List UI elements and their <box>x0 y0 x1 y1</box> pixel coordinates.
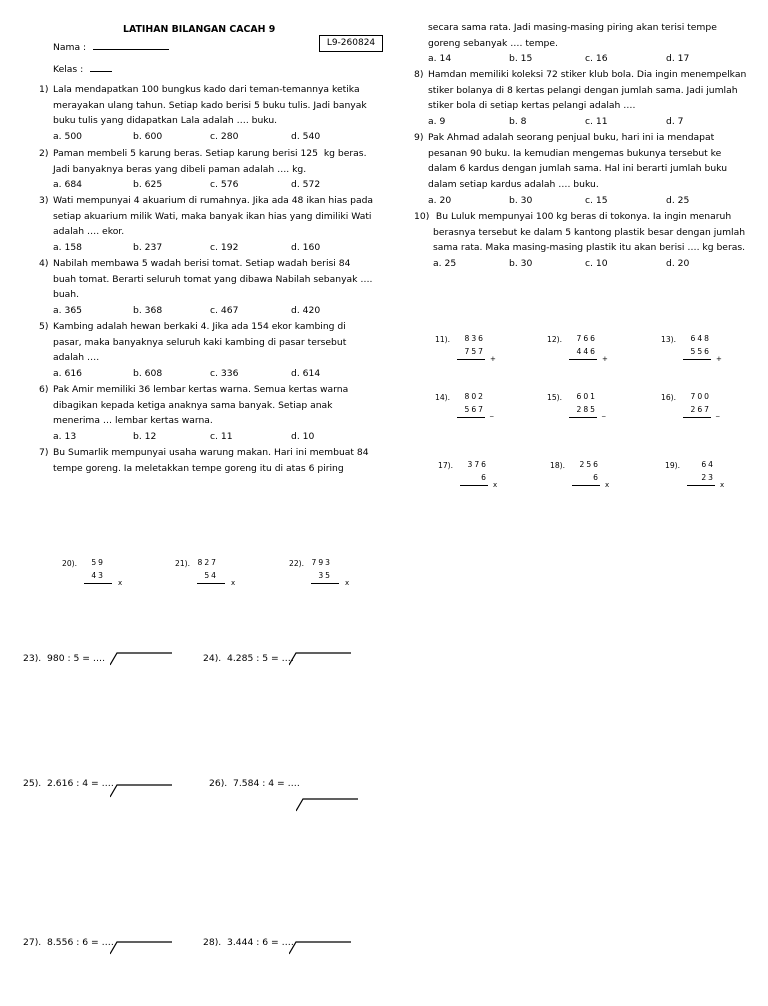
second-operand: 556 <box>690 347 711 356</box>
column-problem-13 <box>661 333 756 373</box>
first-operand: 601 <box>576 392 597 401</box>
second-operand: 6 <box>481 473 488 482</box>
answer-option-d[interactable]: d. 160 <box>291 242 321 254</box>
answer-option-b[interactable]: b. 368 <box>133 305 163 317</box>
first-operand: 827 <box>197 558 218 567</box>
problem-label: 14). <box>435 393 451 402</box>
operator-sign: x <box>118 579 123 587</box>
column-problem-11 <box>435 333 530 373</box>
question-text-line: Paman membeli 5 karung beras. Setiap karung berisi 125 kg beras. <box>53 148 367 159</box>
problem-label: 19). <box>665 461 681 470</box>
division-problem-24: 24). 4.285 : 5 = …. <box>203 653 294 664</box>
question-number: 7) <box>39 447 49 458</box>
question-text-line: goreng sebanyak …. tempe. <box>428 37 558 49</box>
problem-label: 13). <box>661 335 677 344</box>
problem-label: 22). <box>289 559 305 568</box>
question-text-line: dalam setiap kardus adalah …. buku. <box>428 179 599 191</box>
answer-option-b[interactable]: b. 625 <box>133 179 163 191</box>
name-label: Nama : <box>53 42 87 53</box>
answer-option-b[interactable]: b. 600 <box>133 131 163 143</box>
long-division-bracket[interactable] <box>110 784 182 801</box>
answer-underline[interactable] <box>683 359 711 360</box>
question-text-line: Pak Amir memiliki 36 lembar kertas warna. Semua kertas warna <box>53 384 349 395</box>
second-operand: 267 <box>690 405 711 414</box>
column-problem-15 <box>547 391 642 431</box>
operator-sign: + <box>602 355 608 363</box>
answer-option-d[interactable]: d. 10 <box>291 431 315 443</box>
answer-option-b[interactable]: b. 608 <box>133 368 163 380</box>
second-operand: 757 <box>464 347 485 356</box>
operator-sign: + <box>490 355 496 363</box>
question-number: 8) <box>414 69 424 80</box>
division-problem-26: 26). 7.584 : 4 = …. <box>209 778 300 789</box>
answer-option-c[interactable]: c. 280 <box>210 131 239 143</box>
division-problem-28: 28). 3.444 : 6 = …. <box>203 937 294 948</box>
first-operand: 59 <box>91 558 105 567</box>
question-text-line: tempe goreng. Ia meletakkan tempe goreng itu di atas 6 piring <box>53 462 344 474</box>
column-problem-21 <box>175 557 270 597</box>
question-text-line: menerima … lembar kertas warna. <box>53 415 213 427</box>
first-operand: 648 <box>690 334 711 343</box>
answer-option-b[interactable]: b. 8 <box>509 116 527 128</box>
problem-label: 12). <box>547 335 563 344</box>
answer-option-a[interactable]: a. 158 <box>53 242 83 254</box>
long-division-bracket[interactable] <box>110 941 182 958</box>
question-text-line: buku tulis yang didapatkan Lala adalah …. buku. <box>53 115 278 127</box>
class-field <box>53 62 112 78</box>
operator-sign: + <box>716 355 722 363</box>
answer-underline[interactable] <box>572 485 600 486</box>
answer-option-c[interactable]: c. 15 <box>585 194 608 206</box>
second-operand: 567 <box>464 405 485 414</box>
answer-option-d[interactable]: d. 7 <box>666 116 684 128</box>
column-problem-19 <box>665 459 760 499</box>
question-text-line: Hamdan memiliki koleksi 72 stiker klub bola. Dia ingin menempelkan <box>428 69 747 80</box>
answer-option-c[interactable]: c. 10 <box>585 258 608 270</box>
answer-underline[interactable] <box>197 583 225 584</box>
problem-label: 11). <box>435 335 451 344</box>
long-division-bracket[interactable] <box>296 798 368 815</box>
answer-option-b[interactable]: b. 237 <box>133 242 163 254</box>
first-operand: 802 <box>464 392 485 401</box>
division-problem-27: 27). 8.556 : 6 = …. <box>23 937 114 948</box>
answer-option-d[interactable]: d. 540 <box>291 131 321 143</box>
question-number: 2) <box>39 148 49 159</box>
question-text-line: Kambing adalah hewan berkaki 4. Jika ada 154 ekor kambing di <box>53 321 346 332</box>
second-operand: 54 <box>204 571 218 580</box>
question-number: 9) <box>414 132 424 143</box>
answer-option-c[interactable]: c. 336 <box>210 368 239 380</box>
class-blank-line[interactable] <box>90 62 112 72</box>
division-bracket-stroke <box>289 942 351 954</box>
question-text-line: stiker bola di setiap kertas pelangi adalah …. <box>428 100 636 112</box>
division-bracket-stroke <box>296 799 358 811</box>
question-number: 1) <box>39 84 49 95</box>
operator-sign: x <box>345 579 350 587</box>
answer-option-d[interactable]: d. 572 <box>291 179 321 191</box>
operator-sign: _ <box>716 409 720 417</box>
name-field <box>53 40 169 56</box>
column-problem-16 <box>661 391 756 431</box>
question-text-line: Pak Ahmad adalah seorang penjual buku, hari ini ia mendapat <box>428 132 715 143</box>
answer-option-a[interactable]: a. 365 <box>53 305 83 317</box>
question-text-line: secara sama rata. Jadi masing-masing piring akan terisi tempe <box>428 22 717 33</box>
answer-option-a[interactable]: a. 25 <box>433 258 457 270</box>
second-operand: 285 <box>576 405 597 414</box>
name-blank-line[interactable] <box>93 40 169 50</box>
question-text-line: stiker bolanya di 8 kertas pelangi dengan jumlah sama. Jadi jumlah <box>428 84 738 96</box>
question-text-line: dalam 6 kardus dengan jumlah sama. Hal ini berarti jumlah buku <box>428 163 728 175</box>
column-problem-14 <box>435 391 530 431</box>
question-number: 6) <box>39 384 49 395</box>
operator-sign: x <box>231 579 236 587</box>
division-problem-23: 23). 980 : 5 = …. <box>23 653 106 664</box>
second-operand: 446 <box>576 347 597 356</box>
answer-option-b[interactable]: b. 12 <box>133 431 157 443</box>
column-problem-12 <box>547 333 642 373</box>
answer-option-a[interactable]: a. 20 <box>428 194 452 206</box>
question-text-line: buah. <box>53 289 80 301</box>
question-text-line: adalah …. <box>53 352 100 364</box>
question-text-line: pasar, maka banyaknya seluruh kaki kambing di pasar tersebut <box>53 336 347 348</box>
first-operand: 256 <box>579 460 600 469</box>
answer-underline[interactable] <box>457 359 485 360</box>
problem-label: 21). <box>175 559 191 568</box>
first-operand: 836 <box>464 334 485 343</box>
question-text-line: Bu Sumarlik mempunyai usaha warung makan. Hari ini membuat 84 <box>53 447 369 458</box>
second-operand: 6 <box>593 473 600 482</box>
question-number: 4) <box>39 258 49 269</box>
answer-option-c[interactable]: c. 192 <box>210 242 239 254</box>
operator-sign: x <box>605 481 610 489</box>
question-text-line: Nabilah membawa 5 wadah berisi tomat. Setiap wadah berisi 84 <box>53 258 351 269</box>
class-label: Kelas : <box>53 64 84 75</box>
long-division-bracket[interactable] <box>289 652 361 669</box>
answer-option-c[interactable]: c. 11 <box>210 431 233 443</box>
question-text-line: Lala mendapatkan 100 bungkus kado dari teman-temannya ketika <box>53 84 360 95</box>
second-operand: 35 <box>318 571 332 580</box>
question-text-line: setiap akuarium milik Wati, maka banyak ikan hias yang dimiliki Wati <box>53 210 372 222</box>
operator-sign: x <box>720 481 725 489</box>
answer-underline[interactable] <box>460 485 488 486</box>
column-problem-17 <box>438 459 533 499</box>
column-problem-22 <box>289 557 384 597</box>
column-problem-20 <box>62 557 157 597</box>
long-division-bracket[interactable] <box>289 941 361 958</box>
question-text-line: adalah …. ekor. <box>53 226 125 238</box>
problem-label: 18). <box>550 461 566 470</box>
division-bracket-stroke <box>110 785 172 797</box>
answer-underline[interactable] <box>683 417 711 418</box>
question-number: 10) <box>414 211 430 222</box>
answer-option-a[interactable]: a. 616 <box>53 368 83 380</box>
division-problem-25: 25). 2.616 : 4 = …. <box>23 778 114 789</box>
worksheet-code-box: L9-260824 <box>319 35 383 52</box>
question-text-line: merayakan ulang tahun. Setiap kado berisi 5 buku tulis. Jadi banyak <box>53 99 367 111</box>
first-operand: 64 <box>701 460 715 469</box>
answer-option-b[interactable]: b. 30 <box>509 194 533 206</box>
answer-option-d[interactable]: d. 25 <box>666 194 690 206</box>
answer-underline[interactable] <box>569 417 597 418</box>
question-number: 5) <box>39 321 49 332</box>
answer-option-d[interactable]: d. 20 <box>666 258 690 270</box>
question-text-line: Wati mempunyai 4 akuarium di rumahnya. Jika ada 48 ikan hias pada <box>53 195 374 206</box>
answer-option-b[interactable]: b. 30 <box>509 258 533 270</box>
answer-option-d[interactable]: d. 420 <box>291 305 321 317</box>
answer-option-a[interactable]: a. 14 <box>428 53 452 65</box>
second-operand: 43 <box>91 571 105 580</box>
first-operand: 700 <box>690 392 711 401</box>
problem-label: 16). <box>661 393 677 402</box>
answer-option-a[interactable]: a. 684 <box>53 179 83 191</box>
first-operand: 766 <box>576 334 597 343</box>
answer-underline[interactable] <box>311 583 339 584</box>
answer-underline[interactable] <box>84 583 112 584</box>
question-text-line: dibagikan kepada ketiga anaknya sama banyak. Setiap anak <box>53 399 333 411</box>
question-text-line: buah tomat. Berarti seluruh tomat yang dibawa Nabilah sebanyak …. <box>53 273 373 285</box>
answer-option-c[interactable]: c. 16 <box>585 53 608 65</box>
column-problem-18 <box>550 459 645 499</box>
question-text-line: Jadi banyaknya beras yang dibeli paman adalah …. kg. <box>53 163 307 175</box>
answer-option-d[interactable]: d. 17 <box>666 53 690 65</box>
answer-option-a[interactable]: a. 9 <box>428 116 446 128</box>
problem-label: 17). <box>438 461 454 470</box>
division-bracket-stroke <box>110 653 172 665</box>
question-text-line: pesanan 90 buku. Ia kemudian mengemas bukunya tersebut ke <box>428 147 722 159</box>
problem-label: 15). <box>547 393 563 402</box>
answer-underline[interactable] <box>569 359 597 360</box>
division-bracket-stroke <box>289 653 351 665</box>
answer-underline[interactable] <box>457 417 485 418</box>
long-division-bracket[interactable] <box>110 652 182 669</box>
operator-sign: _ <box>602 409 606 417</box>
operator-sign: x <box>493 481 498 489</box>
answer-option-b[interactable]: b. 15 <box>509 53 533 65</box>
operator-sign: _ <box>490 409 494 417</box>
answer-option-a[interactable]: a. 13 <box>53 431 77 443</box>
question-text-line: sama rata. Maka masing-masing plastik itu akan berisi …. kg beras. <box>433 242 746 254</box>
answer-underline[interactable] <box>687 485 715 486</box>
problem-label: 20). <box>62 559 78 568</box>
first-operand: 793 <box>311 558 332 567</box>
second-operand: 23 <box>701 473 715 482</box>
worksheet-title: LATIHAN BILANGAN CACAH 9 <box>123 24 276 35</box>
answer-option-d[interactable]: d. 614 <box>291 368 321 380</box>
answer-option-c[interactable]: c. 11 <box>585 116 608 128</box>
division-bracket-stroke <box>110 942 172 954</box>
question-text-line: berasnya tersebut ke dalam 5 kantong plastik besar dengan jumlah <box>433 226 746 238</box>
question-number: 3) <box>39 195 49 206</box>
answer-option-a[interactable]: a. 500 <box>53 131 83 143</box>
answer-option-c[interactable]: c. 467 <box>210 305 239 317</box>
answer-option-c[interactable]: c. 576 <box>210 179 239 191</box>
first-operand: 376 <box>467 460 488 469</box>
question-text-line: Bu Luluk mempunyai 100 kg beras di tokonya. Ia ingin menaruh <box>433 211 732 222</box>
